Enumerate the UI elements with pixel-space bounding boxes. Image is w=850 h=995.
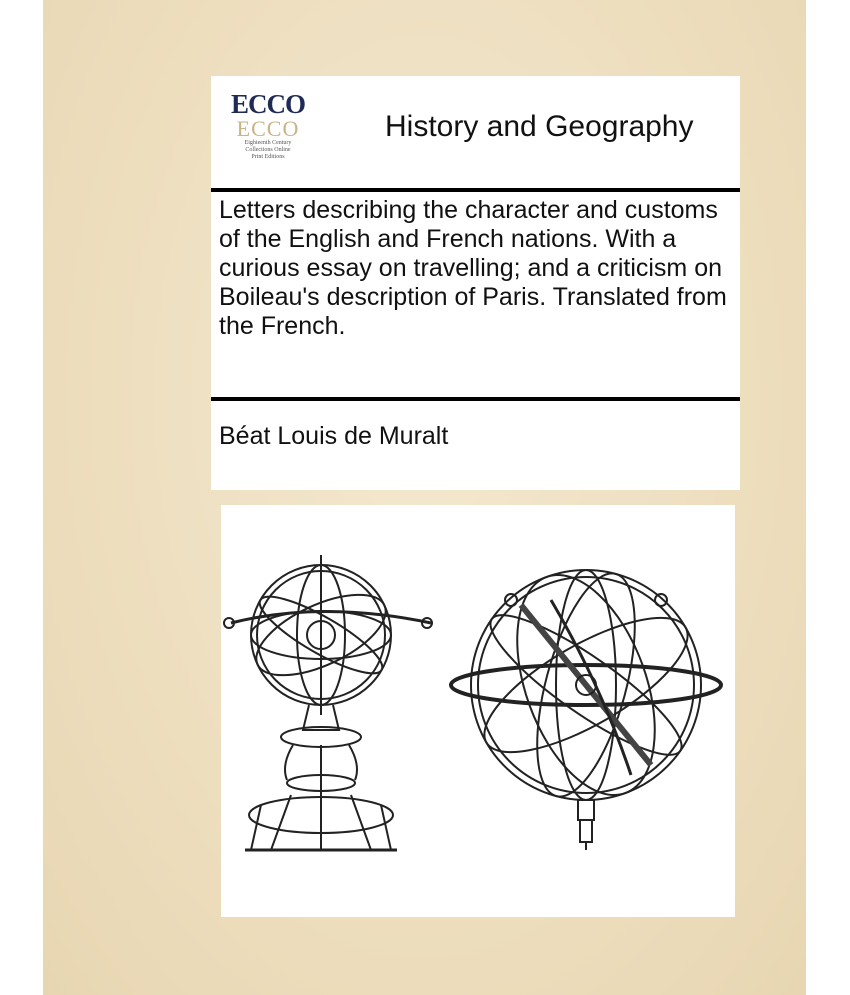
- left-sphere: [224, 555, 432, 850]
- logo-line-2: Collections Online: [245, 147, 291, 153]
- divider-bottom: [211, 397, 740, 401]
- logo-line-3: Print Editions: [251, 154, 285, 160]
- logo-wordmark-shadow: ECCO: [236, 116, 300, 141]
- logo-line-1: Eighteenth Century: [244, 140, 292, 146]
- book-title: Letters describing the character and customs of the English and French nations. With a curious essay on travelling; and a criticism on Boileau's description of Paris. Translated from the French.: [219, 196, 727, 340]
- series-title: History and Geography: [385, 110, 694, 143]
- cover-title-panel: [211, 76, 740, 490]
- logo-wordmark: ECCO: [230, 89, 305, 119]
- book-cover: [43, 0, 806, 995]
- right-sphere: [451, 556, 721, 850]
- divider-top: [211, 188, 740, 192]
- armillary-spheres-icon: [221, 505, 735, 917]
- author-name: Béat Louis de Muralt: [219, 422, 449, 450]
- armillary-spheres-illustration: [221, 505, 735, 917]
- ecco-logo: [226, 90, 310, 174]
